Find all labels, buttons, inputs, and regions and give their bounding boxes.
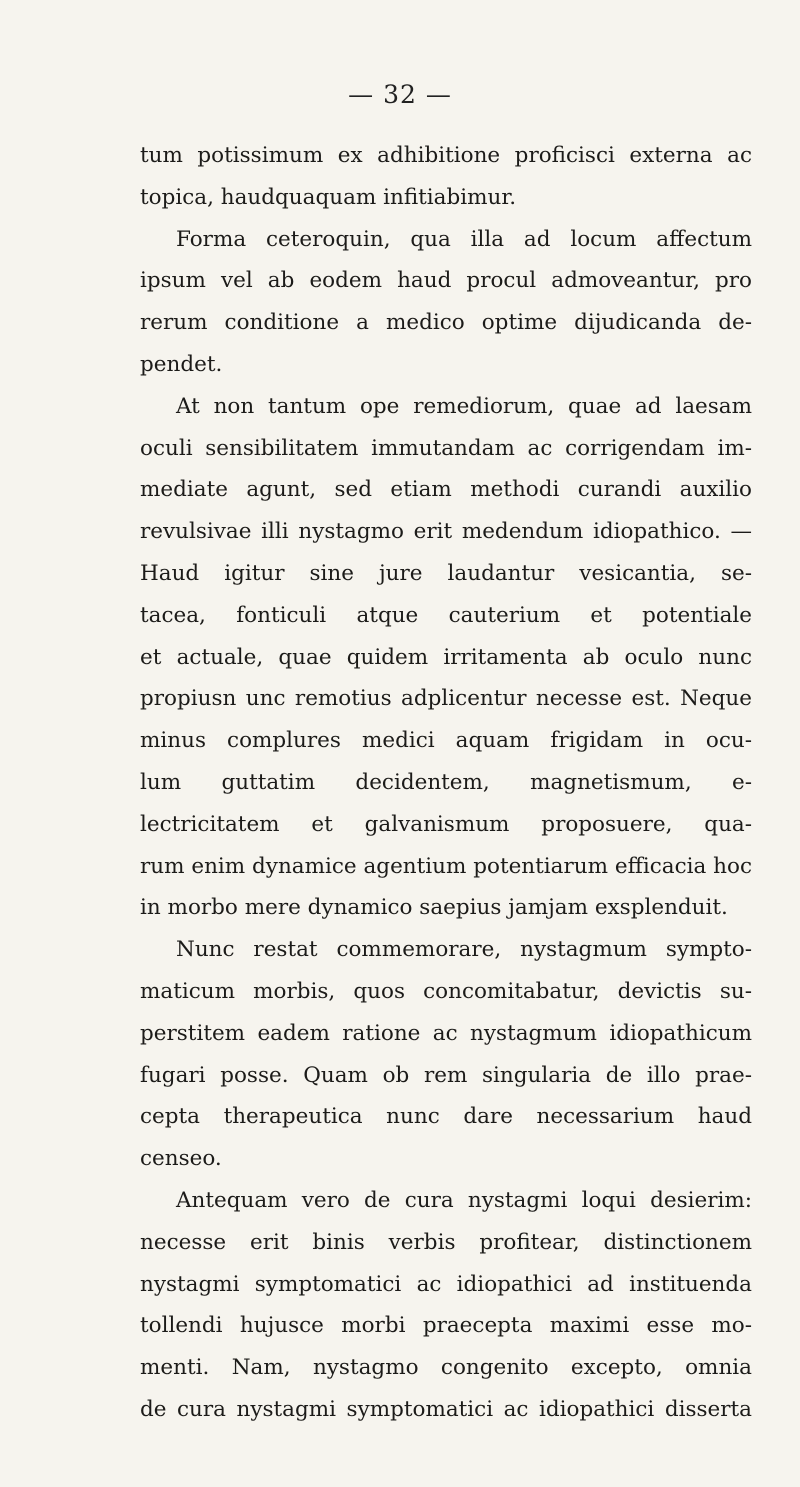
text-line: lum guttatim decidentem, magnetismum, e-	[140, 769, 752, 795]
text-line: tollendi hujusce morbi praecepta maximi esse mo-	[140, 1313, 752, 1339]
text-line: fugari posse. Quam ob rem singularia de illo prae-	[140, 1062, 752, 1088]
paragraph-start-line: Nunc restat commemorare, nystagmum sympto-	[176, 937, 752, 963]
text-line: topica, haudquaquam infitiabimur.	[140, 184, 517, 210]
text-line: propiusn unc remotius adplicentur necesse est. Neque	[140, 686, 752, 712]
text-line: in morbo mere dynamico saepius jamjam exsplenduit.	[140, 895, 728, 921]
text-line: lectricitatem et galvanismum proposuere, qua-	[140, 811, 752, 837]
text-line: necesse erit binis verbis profitear, distinctionem	[140, 1229, 752, 1255]
paragraph-start-line: Antequam vero de cura nystagmi loqui desierim:	[176, 1187, 752, 1213]
text-line: menti. Nam, nystagmo congenito excepto, omnia	[140, 1355, 752, 1381]
body-text	[140, 135, 752, 1431]
text-line: Haud igitur sine jure laudantur vesicantia, se-	[140, 560, 752, 586]
paragraph-start-line: At non tantum ope remediorum, quae ad laesam	[176, 393, 752, 419]
text-line: rum enim dynamice agentium potentiarum efficacia hoc	[140, 853, 752, 879]
text-line: et actuale, quae quidem irritamenta ab oculo nunc	[140, 644, 752, 670]
text-line: tum potissimum ex adhibitione proficisci externa ac	[140, 143, 752, 168]
text-line: rerum conditione a medico optime dijudicanda de-	[140, 310, 752, 336]
text-line: mediate agunt, sed etiam methodi curandi auxilio	[140, 477, 752, 503]
text-line: censeo.	[140, 1146, 222, 1172]
text-line: revulsivae illi nystagmo erit medendum idiopathico. —	[140, 519, 752, 545]
text-line: nystagmi symptomatici ac idiopathici ad instituenda	[140, 1271, 752, 1297]
text-line: perstitem eadem ratione ac nystagmum idiopathicum	[140, 1020, 752, 1046]
text-line: ipsum vel ab eodem haud procul admoveantur, pro	[140, 268, 752, 294]
text-line: de cura nystagmi symptomatici ac idiopathici disserta	[140, 1396, 752, 1422]
text-line: maticum morbis, quos concomitabatur, devictis su-	[140, 978, 752, 1004]
text-line: pendet.	[140, 351, 223, 377]
text-line: oculi sensibilitatem immutandam ac corrigendam im-	[140, 435, 752, 461]
text-line: minus complures medici aquam frigidam in ocu-	[140, 728, 752, 754]
page-number: — 32 —	[348, 80, 452, 109]
text-line: cepta therapeutica nunc dare necessarium haud	[140, 1104, 752, 1130]
paragraph-start-line: Forma ceteroquin, qua illa ad locum affectum	[176, 226, 752, 252]
text-line: tacea, fonticuli atque cauterium et potentiale	[140, 602, 752, 628]
